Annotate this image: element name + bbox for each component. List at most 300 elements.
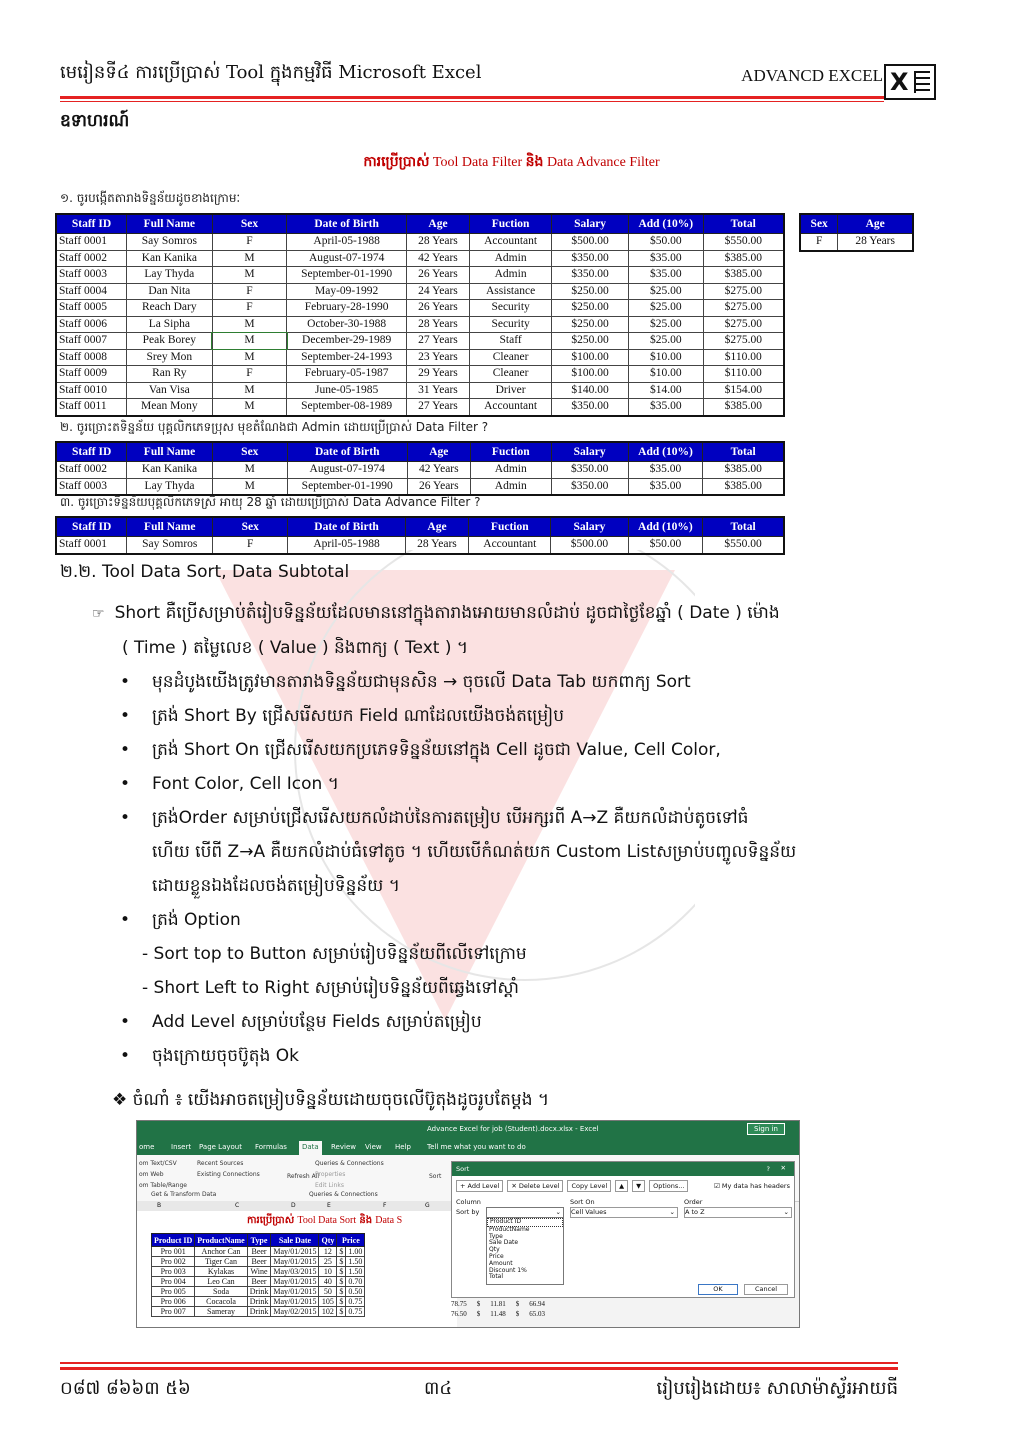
table-cell[interactable]: Admin [470, 462, 551, 479]
table-cell[interactable]: Beer [247, 1247, 271, 1257]
table-cell[interactable]: Accountant [470, 399, 552, 416]
table-cell[interactable]: $385.00 [703, 267, 784, 284]
table-cell[interactable]: 23 Years [406, 349, 469, 366]
table-cell[interactable]: September-24-1993 [287, 349, 407, 366]
column-letter[interactable]: C [235, 1202, 240, 1209]
table-row [56, 333, 784, 350]
column-header: Total [703, 517, 784, 537]
table-cell[interactable]: May/01/2015 [271, 1287, 319, 1297]
column-header: Price [337, 1234, 365, 1247]
table-row [451, 1299, 555, 1309]
from-table-button[interactable]: om Table/Range [139, 1182, 187, 1189]
table-cell[interactable]: $14.00 [629, 382, 703, 399]
sort-steps [142, 665, 892, 1073]
column-header: Age [405, 517, 468, 537]
table-cell[interactable]: Wine [247, 1267, 271, 1277]
criteria-cell[interactable]: 28 Years [838, 234, 913, 251]
table-cell[interactable]: $25.00 [629, 300, 703, 317]
table-cell[interactable]: Accountant [469, 537, 551, 554]
table-row [56, 478, 784, 495]
table-cell[interactable]: Pro 005 [152, 1287, 195, 1297]
table-cell[interactable]: Beer [247, 1277, 271, 1287]
table-cell[interactable]: 0.70 [346, 1277, 365, 1287]
delete-level-button[interactable]: ✕ Delete Level [507, 1180, 563, 1192]
table-cell[interactable]: Peak Borey [127, 333, 213, 350]
table-cell[interactable]: Admin [470, 267, 552, 284]
table-cell[interactable]: 1.50 [346, 1257, 365, 1267]
table-cell[interactable]: $350.00 [551, 462, 628, 479]
table-cell[interactable]: $275.00 [703, 333, 784, 350]
column-header: Type [247, 1234, 271, 1247]
table-cell[interactable]: Sameray [195, 1307, 247, 1317]
table-cell[interactable]: Tiger Can [195, 1257, 247, 1267]
table-cell[interactable]: May/01/2015 [271, 1297, 319, 1307]
table-cell[interactable]: Cocacola [195, 1297, 247, 1307]
table-cell[interactable]: $250.00 [552, 316, 629, 333]
table-cell[interactable]: September-01-1990 [287, 478, 407, 495]
criteria-header: Sex [800, 214, 838, 234]
table-cell[interactable]: Security [470, 300, 552, 317]
table-cell[interactable]: Staff 0002 [56, 462, 127, 479]
column-letter[interactable]: B [157, 1202, 162, 1209]
table-cell[interactable]: $154.00 [703, 382, 784, 399]
table-cell[interactable]: Drink [247, 1307, 271, 1317]
table-cell[interactable]: 27 Years [406, 333, 469, 350]
column-header: Fuction [470, 214, 552, 234]
table-cell[interactable]: 26 Years [407, 478, 470, 495]
table-cell[interactable]: Lay Thyda [127, 478, 213, 495]
queries-connections-button[interactable]: Queries & Connections [315, 1160, 384, 1167]
table-cell[interactable]: Driver [470, 382, 552, 399]
table-cell[interactable]: $25.00 [629, 333, 703, 350]
table-cell[interactable]: Beer [247, 1257, 271, 1267]
table-cell[interactable]: May/01/2015 [271, 1277, 319, 1287]
footer-rule [60, 1362, 898, 1364]
table-cell[interactable]: 26 Years [406, 300, 469, 317]
from-web-button[interactable]: om Web [139, 1171, 164, 1178]
ribbon-tab[interactable]: Tell me what you want to do [427, 1143, 526, 1151]
dropdown-option[interactable]: ProductName [489, 1225, 530, 1233]
column-header: Salary [551, 517, 628, 537]
table-cell[interactable]: 11.81 [490, 1300, 506, 1308]
table-cell[interactable]: $ [337, 1267, 346, 1277]
table-cell[interactable]: 76.50 [451, 1310, 467, 1318]
table-cell[interactable]: Staff 0009 [56, 366, 127, 383]
table-cell[interactable]: Pro 002 [152, 1257, 195, 1267]
table-cell[interactable]: $ [476, 1300, 481, 1308]
copy-level-button[interactable]: Copy Level [567, 1180, 611, 1192]
list-item: • ត្រង់Order សម្រាប់ជ្រើសរើសយកលំដាប់នៃការតម្រៀប បើអក្សរពី A→Z គឺយកលំដាប់តូចទៅធំ [152, 801, 892, 835]
column-header: Sex [212, 442, 287, 462]
phone-number: ០៨៧ ៨៦៦៣ ៥៦ [60, 1378, 191, 1399]
table-cell[interactable]: 0.75 [346, 1297, 365, 1307]
column-header: Date of Birth [288, 517, 406, 537]
table-cell[interactable]: M [212, 349, 287, 366]
table-cell[interactable]: 1.50 [346, 1267, 365, 1277]
table-cell[interactable]: 42 Years [407, 462, 470, 479]
table-cell[interactable]: F [213, 537, 288, 554]
sort-heading: ២.២. Tool Data Sort, Data Subtotal [60, 562, 350, 582]
table-cell[interactable]: $50.00 [628, 537, 703, 554]
table-cell[interactable]: 28 Years [405, 537, 468, 554]
list-item: • Add Level សម្រាប់បន្ថែម Fields សម្រាប់តម្រៀប [152, 1005, 892, 1039]
table-cell[interactable]: 66.94 [529, 1300, 545, 1308]
column-header: Full Name [127, 214, 213, 234]
table-cell[interactable]: $250.00 [552, 283, 629, 300]
table-cell[interactable]: 1.00 [346, 1247, 365, 1257]
header-rule-thin [60, 101, 884, 102]
column-header: Product ID [152, 1234, 195, 1247]
column-header: ProductName [195, 1234, 247, 1247]
table-cell[interactable]: Pro 003 [152, 1267, 195, 1277]
table-cell[interactable]: Staff 0003 [56, 267, 127, 284]
move-up-button[interactable]: ▲ [615, 1180, 628, 1192]
table-cell[interactable]: $35.00 [628, 462, 703, 479]
refresh-all-button[interactable]: Refresh All [287, 1173, 320, 1180]
table-cell[interactable]: Security [470, 316, 552, 333]
table-cell[interactable]: May-09-1992 [287, 283, 407, 300]
table-cell[interactable]: Ran Ry [127, 366, 213, 383]
column-header: Add (10%) [629, 214, 703, 234]
hand-pointer-icon: ☞ [92, 606, 105, 622]
table-cell[interactable]: $385.00 [703, 399, 784, 416]
chevron-down-icon: ⌄ [555, 1208, 561, 1216]
table-cell[interactable]: $275.00 [703, 283, 784, 300]
table-cell[interactable]: $35.00 [629, 250, 703, 267]
column-header: Salary [551, 442, 628, 462]
table-cell[interactable]: May/02/2015 [271, 1307, 319, 1317]
column-letter[interactable]: G [425, 1202, 430, 1209]
move-down-button[interactable]: ▼ [632, 1180, 645, 1192]
table-cell[interactable]: 29 Years [406, 366, 469, 383]
close-icon[interactable]: ✕ [780, 1164, 786, 1172]
table-cell[interactable]: M [212, 250, 287, 267]
existing-connections-button[interactable]: Existing Connections [197, 1171, 260, 1178]
table-cell[interactable]: Anchor Can [195, 1247, 247, 1257]
table-cell[interactable]: 10 [319, 1267, 337, 1277]
table-cell[interactable]: M [212, 382, 287, 399]
table-cell[interactable]: Admin [470, 250, 552, 267]
list-item: • មុនដំបូងយើងត្រូវមានតារាងទិន្នន័យជាមុនសិន → ចុចលើ Data Tab យកពាក្យ Sort [152, 665, 892, 699]
dropdown-option[interactable]: Total [489, 1273, 504, 1281]
list-item: • ចុងក្រោយចុចប៊ូតុង Ok [152, 1039, 892, 1073]
column-header: Sale Date [271, 1234, 319, 1247]
table-row [56, 399, 784, 416]
example-subtitle: ការប្រើប្រាស់ Tool Data Filter និង Data Advance Filter [363, 154, 660, 170]
table-cell[interactable]: M [212, 462, 287, 479]
table-cell[interactable]: $ [476, 1310, 481, 1318]
page-number: ៣៤ [424, 1378, 453, 1399]
title-bar: Advance Excel for job (Student).docx.xlsx - Excel Sign in [137, 1121, 799, 1139]
table-cell[interactable]: $385.00 [703, 250, 784, 267]
column-header: Add (10%) [628, 517, 703, 537]
column-header: Add (10%) [628, 442, 703, 462]
table-cell[interactable]: $25.00 [629, 283, 703, 300]
table-cell[interactable]: $25.00 [629, 316, 703, 333]
table-cell[interactable]: $500.00 [552, 234, 629, 251]
table-cell[interactable]: Staff 0004 [56, 283, 127, 300]
table-cell[interactable]: 42 Years [406, 250, 469, 267]
table-cell[interactable]: Admin [470, 478, 551, 495]
table-row [56, 462, 784, 479]
dropdown-option[interactable]: Qty [489, 1246, 500, 1254]
ribbon-tab[interactable]: ome [139, 1143, 155, 1151]
table-cell[interactable]: Dan Nita [127, 283, 213, 300]
table-cell[interactable]: $550.00 [703, 537, 784, 554]
table-cell[interactable]: $ [337, 1287, 346, 1297]
table-cell[interactable]: $250.00 [552, 300, 629, 317]
column-header: Full Name [127, 517, 213, 537]
table-cell[interactable]: Staff 0001 [56, 234, 127, 251]
table-cell[interactable]: $50.00 [629, 234, 703, 251]
table-cell[interactable]: $350.00 [552, 267, 629, 284]
table-cell[interactable]: Pro 004 [152, 1277, 195, 1287]
table-cell[interactable]: M [212, 333, 287, 350]
table-cell[interactable]: Staff 0005 [56, 300, 127, 317]
table-cell[interactable]: Staff 0003 [56, 478, 127, 495]
table-cell[interactable]: Staff [470, 333, 552, 350]
table-cell[interactable]: Staff 0002 [56, 250, 127, 267]
option-item: - Short Left to Right សម្រាប់រៀបទិន្នន័យពីឆ្វេងទៅស្តាំ [142, 978, 519, 998]
table-cell[interactable]: Pro 006 [152, 1297, 195, 1307]
table-cell[interactable]: M [212, 478, 287, 495]
table-cell[interactable]: Reach Dary [127, 300, 213, 317]
table-cell[interactable]: $35.00 [629, 399, 703, 416]
header-rule [60, 96, 884, 99]
table-cell[interactable]: Staff 0008 [56, 349, 127, 366]
table-row [56, 283, 784, 300]
table-cell[interactable]: $275.00 [703, 300, 784, 317]
dropdown-option[interactable]: Product ID [487, 1218, 563, 1227]
column-header: Staff ID [56, 517, 127, 537]
options-button[interactable]: Options... [649, 1180, 688, 1192]
help-icon[interactable]: ? [766, 1165, 770, 1173]
table-cell[interactable]: 12 [319, 1247, 337, 1257]
order-select[interactable]: A to Z ⌄ [684, 1207, 792, 1218]
table-cell[interactable]: $100.00 [552, 349, 629, 366]
lesson-header: មេរៀនទី៤ ការប្រើប្រាស់ Tool ក្នុងកម្មវិធី Microsoft Excel [60, 62, 482, 83]
table-cell[interactable]: Staff 0010 [56, 382, 127, 399]
table-cell[interactable]: $350.00 [551, 478, 628, 495]
table-cell[interactable]: Drink [247, 1297, 271, 1307]
table-cell[interactable]: 40 [319, 1277, 337, 1287]
table-cell[interactable]: M [212, 316, 287, 333]
table-cell[interactable]: Lay Thyda [127, 267, 213, 284]
headers-checkbox[interactable]: ☑ My data has headers [714, 1182, 790, 1190]
ribbon-tab[interactable]: Formulas [255, 1143, 287, 1151]
column-header: Fuction [469, 517, 551, 537]
table-cell[interactable]: February-05-1987 [287, 366, 407, 383]
table-row [56, 349, 784, 366]
ribbon-tab[interactable]: Data [299, 1141, 322, 1155]
table-cell[interactable]: Kan Kanika [127, 462, 213, 479]
ribbon-tab[interactable]: Review [331, 1143, 356, 1151]
column-dropdown-list [486, 1217, 564, 1285]
table-cell[interactable]: August-07-1974 [287, 250, 407, 267]
column-letter[interactable]: D [291, 1202, 296, 1209]
table-cell[interactable]: $385.00 [703, 462, 784, 479]
table-cell[interactable]: May/01/2015 [271, 1247, 319, 1257]
table-cell[interactable]: December-29-1989 [287, 333, 407, 350]
table-cell[interactable]: M [212, 399, 287, 416]
table-cell[interactable]: April-05-1988 [288, 537, 406, 554]
column-header: Total [703, 442, 784, 462]
criteria-header: Age [838, 214, 913, 234]
table-cell[interactable]: Mean Mony [127, 399, 213, 416]
sheet-title: ការប្រើប្រាស់ Tool Data Sort និង Data S [247, 1215, 403, 1226]
table-cell[interactable]: 26 Years [406, 267, 469, 284]
table-cell[interactable]: 78.75 [451, 1300, 467, 1308]
table-cell[interactable]: $35.00 [629, 267, 703, 284]
table-cell[interactable]: August-07-1974 [287, 462, 407, 479]
table-cell[interactable]: 105 [319, 1297, 337, 1307]
column-header: Staff ID [56, 442, 127, 462]
dropdown-option[interactable]: Type [489, 1232, 503, 1240]
table-cell[interactable]: Staff 0006 [56, 316, 127, 333]
staff-table [55, 213, 785, 417]
ribbon: om Text/CSV om Web om Table/Range Recent Sources Existing Connections Get & Transform Data Refresh All Queries & Connections Properties Edit Links Queries & Connections Sort [137, 1155, 799, 1202]
table-cell[interactable]: $100.00 [552, 366, 629, 383]
table-cell[interactable]: $110.00 [703, 366, 784, 383]
ribbon-tab[interactable]: Insert [171, 1143, 192, 1151]
table-cell[interactable]: $ [515, 1300, 520, 1308]
table-cell[interactable]: 31 Years [406, 382, 469, 399]
table-cell[interactable]: $275.00 [703, 316, 784, 333]
table-cell[interactable]: $110.00 [703, 349, 784, 366]
table-cell[interactable]: $ [337, 1247, 346, 1257]
ribbon-tab[interactable]: Page Layout [199, 1143, 242, 1151]
table-row [56, 250, 784, 267]
table-cell[interactable]: Cleaner [470, 349, 552, 366]
table-cell[interactable]: May/01/2015 [271, 1257, 319, 1267]
excel-icon: X [884, 64, 936, 100]
table-cell[interactable]: $35.00 [628, 478, 703, 495]
ribbon-tab[interactable]: View [365, 1143, 382, 1151]
criteria-table [799, 213, 914, 252]
table-cell[interactable]: $140.00 [552, 382, 629, 399]
table-cell[interactable]: Say Somros [127, 537, 213, 554]
table-cell[interactable]: May/03/2015 [271, 1267, 319, 1277]
table-cell[interactable]: June-05-1985 [287, 382, 407, 399]
table-cell[interactable]: Say Somros [127, 234, 213, 251]
ok-button[interactable]: OK [698, 1284, 738, 1295]
table-cell[interactable]: 102 [319, 1307, 337, 1317]
edit-links-button[interactable]: Edit Links [315, 1182, 344, 1189]
table-cell[interactable]: September-08-1989 [287, 399, 407, 416]
chevron-down-icon: ⌄ [783, 1208, 789, 1216]
table-cell[interactable]: 24 Years [406, 283, 469, 300]
table-cell[interactable]: 11.48 [490, 1310, 506, 1318]
table-cell[interactable]: $ [337, 1297, 346, 1307]
table-cell[interactable]: F [212, 283, 287, 300]
table-cell[interactable]: Accountant [470, 234, 552, 251]
table-cell[interactable]: 0.75 [346, 1307, 365, 1317]
add-level-button[interactable]: + Add Level [456, 1180, 503, 1192]
table-cell[interactable]: $350.00 [552, 250, 629, 267]
table-row [56, 300, 784, 317]
column-header: Full Name [127, 442, 213, 462]
column-header: Salary [552, 214, 629, 234]
column-letter[interactable]: F [383, 1202, 387, 1209]
sort-button[interactable]: Sort [429, 1173, 442, 1180]
dialog-title-bar: Sort ? ✕ [452, 1162, 794, 1176]
table-cell[interactable]: F [212, 300, 287, 317]
product-table [151, 1233, 365, 1317]
table-cell[interactable]: 65.03 [529, 1310, 545, 1318]
table-cell[interactable]: Van Visa [127, 382, 213, 399]
table-cell[interactable]: $385.00 [703, 478, 784, 495]
table-cell[interactable]: September-01-1990 [287, 267, 407, 284]
dropdown-option[interactable]: Amount [489, 1259, 513, 1267]
table-cell[interactable]: Staff 0001 [56, 537, 127, 554]
table-cell[interactable]: Soda [195, 1287, 247, 1297]
table-cell[interactable]: 0.50 [346, 1287, 365, 1297]
criteria-cell[interactable]: F [800, 234, 838, 251]
question-1: ១. ចូរបង្កើតតារាងទិន្នន័យដូចខាងក្រោមៈ [60, 191, 241, 205]
sign-in-button[interactable]: Sign in [747, 1123, 785, 1135]
table-cell[interactable]: $500.00 [551, 537, 628, 554]
table-cell[interactable]: Srey Mon [127, 349, 213, 366]
table-cell[interactable]: $550.00 [703, 234, 784, 251]
table-cell[interactable]: Staff 0007 [56, 333, 127, 350]
table-cell[interactable]: 28 Years [406, 316, 469, 333]
table-cell[interactable]: $ [337, 1277, 346, 1287]
table-cell[interactable]: Pro 007 [152, 1307, 195, 1317]
recent-sources-button[interactable]: Recent Sources [197, 1160, 244, 1167]
table-cell[interactable]: October-30-1988 [287, 316, 407, 333]
column-header: Sex [212, 214, 287, 234]
table-cell[interactable]: 28 Years [406, 234, 469, 251]
cancel-button[interactable]: Cancel [744, 1284, 788, 1295]
table-cell[interactable]: 27 Years [406, 399, 469, 416]
table-cell[interactable]: Pro 001 [152, 1247, 195, 1257]
table-cell[interactable]: 25 [319, 1257, 337, 1267]
table-cell[interactable]: April-05-1988 [287, 234, 407, 251]
table-cell[interactable]: $ [337, 1307, 346, 1317]
table-cell[interactable]: 50 [319, 1287, 337, 1297]
dropdown-option[interactable]: Sale Date [489, 1239, 519, 1247]
table-cell[interactable]: Staff 0011 [56, 399, 127, 416]
column-header: Staff ID [56, 214, 127, 234]
table-row [56, 366, 784, 383]
table-cell[interactable]: F [212, 366, 287, 383]
table-cell[interactable]: La Sipha [127, 316, 213, 333]
table-cell[interactable]: Drink [247, 1287, 271, 1297]
table-cell[interactable]: February-28-1990 [287, 300, 407, 317]
table-cell[interactable]: $10.00 [629, 366, 703, 383]
table-cell[interactable]: Assistance [470, 283, 552, 300]
table-cell[interactable]: Kylakas [195, 1267, 247, 1277]
table-cell[interactable]: M [212, 267, 287, 284]
table-cell[interactable]: $10.00 [629, 349, 703, 366]
table-cell[interactable]: $350.00 [552, 399, 629, 416]
dropdown-option[interactable]: Price [489, 1252, 504, 1260]
dropdown-option[interactable]: Discount 1% [489, 1266, 527, 1274]
properties-button[interactable]: Properties [315, 1171, 346, 1178]
table-cell[interactable]: Leo Can [195, 1277, 247, 1287]
ribbon-tab[interactable]: Help [395, 1143, 411, 1151]
column-header: Total [703, 214, 784, 234]
sort-on-select[interactable]: Cell Values ⌄ [570, 1207, 678, 1218]
column-letter[interactable]: E [327, 1202, 331, 1209]
table-cell[interactable]: $ [515, 1310, 520, 1318]
from-text-button[interactable]: om Text/CSV [139, 1160, 177, 1167]
table-cell[interactable]: Kan Kanika [127, 250, 213, 267]
table-cell[interactable]: $ [337, 1257, 346, 1267]
table-cell[interactable]: $250.00 [552, 333, 629, 350]
table-cell[interactable]: Cleaner [470, 366, 552, 383]
table-cell[interactable]: F [212, 234, 287, 251]
